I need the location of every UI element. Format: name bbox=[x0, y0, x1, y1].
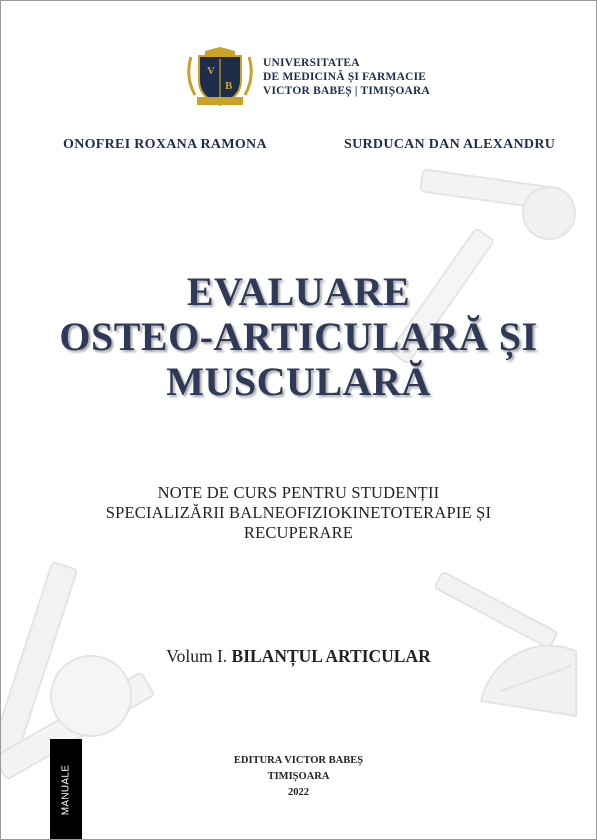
subtitle-line-1: NOTE DE CURS PENTRU STUDENȚII bbox=[157, 483, 440, 502]
volume-label bbox=[1, 646, 596, 667]
title-line-1: EVALUARE bbox=[186, 269, 411, 314]
university-line-3: VICTOR BABEȘ | TIMIȘOARA bbox=[263, 85, 430, 97]
svg-text:V: V bbox=[207, 65, 215, 77]
author-2: SURDUCAN DAN ALEXANDRU bbox=[344, 137, 556, 152]
publisher-name: EDITURA VICTOR BABEȘ bbox=[233, 755, 364, 766]
book-title bbox=[1, 269, 596, 404]
author-1: ONOFREI ROXANA RAMONA bbox=[63, 137, 267, 152]
university-name bbox=[263, 56, 430, 98]
subtitle-line-3: RECUPERARE bbox=[243, 523, 354, 542]
volume-prefix: Volum I. bbox=[166, 646, 232, 666]
title-line-3: MUSCULARĂ bbox=[166, 359, 431, 404]
book-subtitle bbox=[1, 483, 596, 543]
publication-year: 2022 bbox=[288, 787, 309, 798]
university-crest-icon bbox=[185, 47, 255, 109]
university-line-1: UNIVERSITATEA bbox=[263, 57, 360, 69]
title-line-2: OSTEO-ARTICULARĂ ȘI bbox=[59, 314, 538, 359]
university-line-2: DE MEDICINĂ ȘI FARMACIE bbox=[263, 71, 427, 83]
subtitle-line-2: SPECIALIZĂRII BALNEOFIZIOKINETOTERAPIE ȘI bbox=[105, 503, 492, 522]
publisher-block bbox=[1, 753, 596, 801]
series-tag bbox=[50, 739, 82, 840]
series-tag-label: MANUALE bbox=[60, 764, 72, 815]
svg-text:B: B bbox=[225, 80, 233, 92]
publisher-city: TIMIȘOARA bbox=[267, 771, 330, 782]
goniometer-watermark-icon bbox=[1, 1, 596, 839]
volume-name: BILANȚUL ARTICULAR bbox=[231, 646, 431, 666]
